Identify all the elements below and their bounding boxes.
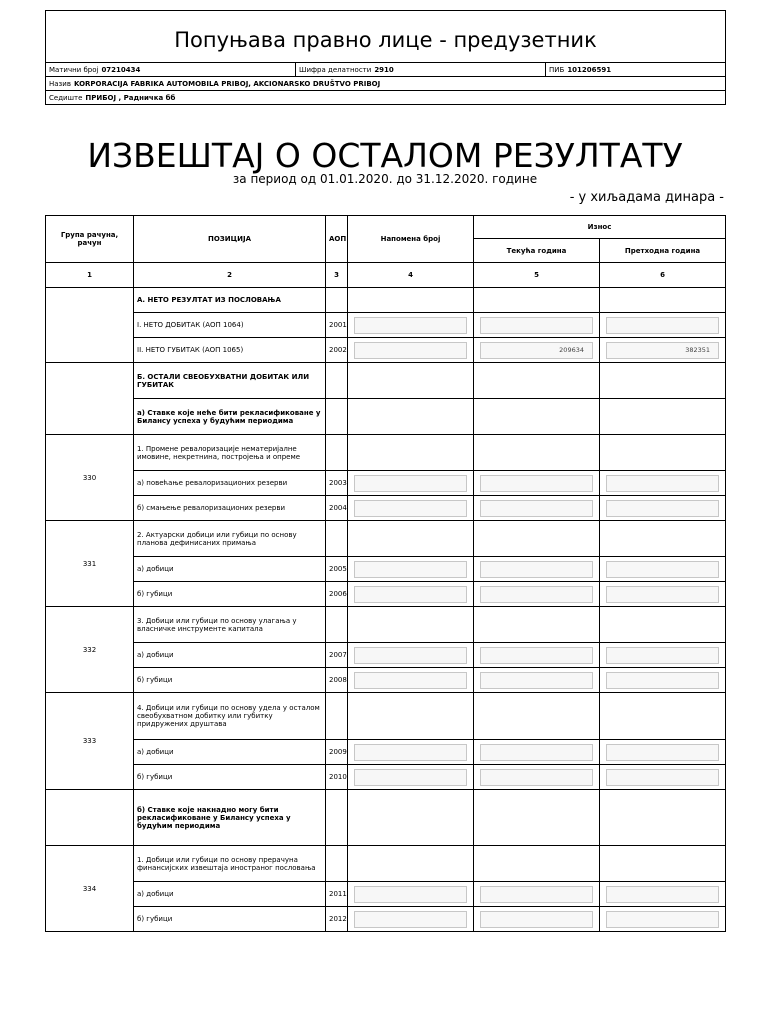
row-aop: 2001 bbox=[326, 313, 348, 338]
previous-year-input[interactable] bbox=[606, 475, 719, 492]
section-a-title: А. НЕТО РЕЗУЛТАТ ИЗ ПОСЛОВАЊА bbox=[134, 288, 326, 313]
current-year-input[interactable] bbox=[480, 561, 593, 578]
report-period: за период од 01.01.2020. до 31.12.2020. године bbox=[232, 172, 538, 186]
row-aop: 2005 bbox=[326, 557, 348, 582]
report-unit: - у хиљадама динара - bbox=[569, 190, 724, 205]
table-row-2005 bbox=[46, 557, 726, 582]
pib-value: 101206591 bbox=[567, 65, 612, 74]
previous-year-input[interactable] bbox=[606, 886, 719, 903]
previous-year-input[interactable] bbox=[606, 500, 719, 517]
group-330: 330 bbox=[46, 435, 134, 521]
previous-year-input[interactable] bbox=[606, 744, 719, 761]
row-label: б) смањење ревалоризационих резерви bbox=[134, 496, 326, 521]
note-input[interactable] bbox=[354, 744, 467, 761]
current-year-input[interactable] bbox=[480, 586, 593, 603]
col-num-1: 1 bbox=[46, 263, 134, 288]
note-input[interactable] bbox=[354, 317, 467, 334]
note-input[interactable] bbox=[354, 647, 467, 664]
row-label: а) добици bbox=[134, 740, 326, 765]
current-year-input[interactable] bbox=[480, 911, 593, 928]
header-title: Попуњава правно лице - предузетник bbox=[46, 11, 725, 63]
report-table bbox=[45, 215, 726, 932]
row-label: а) повећање ревалоризационих резерви bbox=[134, 471, 326, 496]
row-label: б) губици bbox=[134, 582, 326, 607]
col-group-header: Група рачуна, рачун bbox=[46, 216, 134, 263]
section-bb-title: б) Ставке које накнадно могу бити рекласификоване у Билансу успеха у будућим периодима bbox=[134, 790, 326, 846]
row-aop: 2010 bbox=[326, 765, 348, 790]
note-input[interactable] bbox=[354, 911, 467, 928]
previous-year-input[interactable] bbox=[606, 672, 719, 689]
row-label: а) добици bbox=[134, 557, 326, 582]
note-input[interactable] bbox=[354, 342, 467, 359]
previous-year-input[interactable] bbox=[606, 586, 719, 603]
table-row-2006 bbox=[46, 582, 726, 607]
group-cell-a bbox=[46, 288, 134, 363]
section-ba-title: а) Ставке које неће бити рекласификоване у Билансу успеха у будућим периодима bbox=[134, 399, 326, 435]
group-cell-b bbox=[46, 363, 134, 435]
table-row-2012 bbox=[46, 907, 726, 932]
position-2-title: 2. Актуарски добици или губици по основу планова дефинисаних примања bbox=[134, 521, 326, 557]
group-cell-bb bbox=[46, 790, 134, 846]
note-input[interactable] bbox=[354, 769, 467, 786]
sediste-label: Седиште bbox=[49, 93, 83, 102]
col-num-2: 2 bbox=[134, 263, 326, 288]
row-label: а) добици bbox=[134, 882, 326, 907]
current-year-input[interactable] bbox=[480, 672, 593, 689]
current-year-input[interactable] bbox=[480, 475, 593, 492]
sifra-cell bbox=[295, 63, 394, 76]
note-input[interactable] bbox=[354, 475, 467, 492]
table-row-2011 bbox=[46, 882, 726, 907]
row-label: а) добици bbox=[134, 643, 326, 668]
previous-year-input[interactable] bbox=[606, 647, 719, 664]
col-previous-header: Претходна година bbox=[600, 239, 726, 263]
position-3-title: 3. Добици или губици по основу улагања у власничке инструменте капитала bbox=[134, 607, 326, 643]
row-label: б) губици bbox=[134, 668, 326, 693]
row-aop: 2003 bbox=[326, 471, 348, 496]
row-aop: 2012 bbox=[326, 907, 348, 932]
col-amount-header: Износ bbox=[474, 216, 726, 239]
group-334: 334 bbox=[46, 846, 134, 932]
current-year-input[interactable] bbox=[480, 317, 593, 334]
previous-year-input[interactable]: 382351 bbox=[606, 342, 719, 359]
pib-cell bbox=[545, 63, 611, 76]
col-num-3: 3 bbox=[326, 263, 348, 288]
header-ids-row bbox=[46, 63, 725, 77]
group-333: 333 bbox=[46, 693, 134, 790]
table-row-2008 bbox=[46, 668, 726, 693]
current-year-input[interactable] bbox=[480, 500, 593, 517]
col-num-4: 4 bbox=[348, 263, 474, 288]
table-row-2001 bbox=[46, 313, 726, 338]
previous-year-input[interactable] bbox=[606, 769, 719, 786]
sifra-value: 2910 bbox=[374, 65, 394, 74]
section-b-title: Б. ОСТАЛИ СВЕОБУХВАТНИ ДОБИТАК ИЛИ ГУБИТАК bbox=[134, 363, 326, 399]
pib-label: ПИБ bbox=[549, 65, 565, 74]
table-row-2002 bbox=[46, 338, 726, 363]
previous-year-input[interactable] bbox=[606, 317, 719, 334]
report-title: ИЗВЕШТАЈ О ОСТАЛОМ РЕЗУЛТАТУ bbox=[87, 136, 683, 175]
current-year-input[interactable] bbox=[480, 769, 593, 786]
col-num-6: 6 bbox=[600, 263, 726, 288]
table-row-2010 bbox=[46, 765, 726, 790]
row-aop: 2006 bbox=[326, 582, 348, 607]
row-aop: 2002 bbox=[326, 338, 348, 363]
sediste-value: ПРИБОЈ , Радничка бб bbox=[85, 93, 176, 102]
col-current-header: Текућа година bbox=[474, 239, 600, 263]
row-aop: 2004 bbox=[326, 496, 348, 521]
position-5-title: 1. Добици или губици по основу прерачуна финансијских извештаја иностраног пословања bbox=[134, 846, 326, 882]
mb-value: 07210434 bbox=[101, 65, 141, 74]
header-box bbox=[45, 10, 726, 105]
row-aop: 2008 bbox=[326, 668, 348, 693]
col-position-header: ПОЗИЦИЈА bbox=[134, 216, 326, 263]
row-label: б) губици bbox=[134, 765, 326, 790]
note-input[interactable] bbox=[354, 586, 467, 603]
table-row-2009 bbox=[46, 740, 726, 765]
row-aop: 2009 bbox=[326, 740, 348, 765]
note-input[interactable] bbox=[354, 672, 467, 689]
row-aop: 2007 bbox=[326, 643, 348, 668]
col-note-header: Напомена број bbox=[348, 216, 474, 263]
current-year-input[interactable] bbox=[480, 647, 593, 664]
naziv-label: Назив bbox=[49, 79, 71, 88]
previous-year-input[interactable] bbox=[606, 561, 719, 578]
row-label: I. НЕТО ДОБИТАК (АОП 1064) bbox=[134, 313, 326, 338]
table-row-2003 bbox=[46, 471, 726, 496]
sifra-label: Шифра делатности bbox=[299, 65, 372, 74]
row-label: б) губици bbox=[134, 907, 326, 932]
mb-label: Матични број bbox=[49, 65, 99, 74]
table-row-2004 bbox=[46, 496, 726, 521]
note-input[interactable] bbox=[354, 500, 467, 517]
group-331: 331 bbox=[46, 521, 134, 607]
naziv-value: KORPORACIJA FABRIKA AUTOMOBILA PRIBOJ, AKCIONARSKO DRUŠTVO PRIBOJ bbox=[73, 79, 381, 88]
note-input[interactable] bbox=[354, 561, 467, 578]
previous-year-input[interactable] bbox=[606, 911, 719, 928]
current-year-input[interactable] bbox=[480, 886, 593, 903]
group-332: 332 bbox=[46, 607, 134, 693]
position-4-title: 4. Добици или губици по основу удела у осталом свеобухватном добитку или губитку придружених друштава bbox=[134, 693, 326, 740]
col-num-5: 5 bbox=[474, 263, 600, 288]
row-aop: 2011 bbox=[326, 882, 348, 907]
note-input[interactable] bbox=[354, 886, 467, 903]
current-year-input[interactable] bbox=[480, 744, 593, 761]
row-label: II. НЕТО ГУБИТАК (АОП 1065) bbox=[134, 338, 326, 363]
position-1-title: 1. Промене ревалоризације нематеријалне имовине, некретнина, постројења и опреме bbox=[134, 435, 326, 471]
table-row-2007 bbox=[46, 643, 726, 668]
header-naziv-row bbox=[46, 77, 725, 91]
col-aop-header: АОП bbox=[326, 216, 348, 263]
current-year-input[interactable]: 209634 bbox=[480, 342, 593, 359]
header-sediste-row bbox=[46, 91, 725, 105]
